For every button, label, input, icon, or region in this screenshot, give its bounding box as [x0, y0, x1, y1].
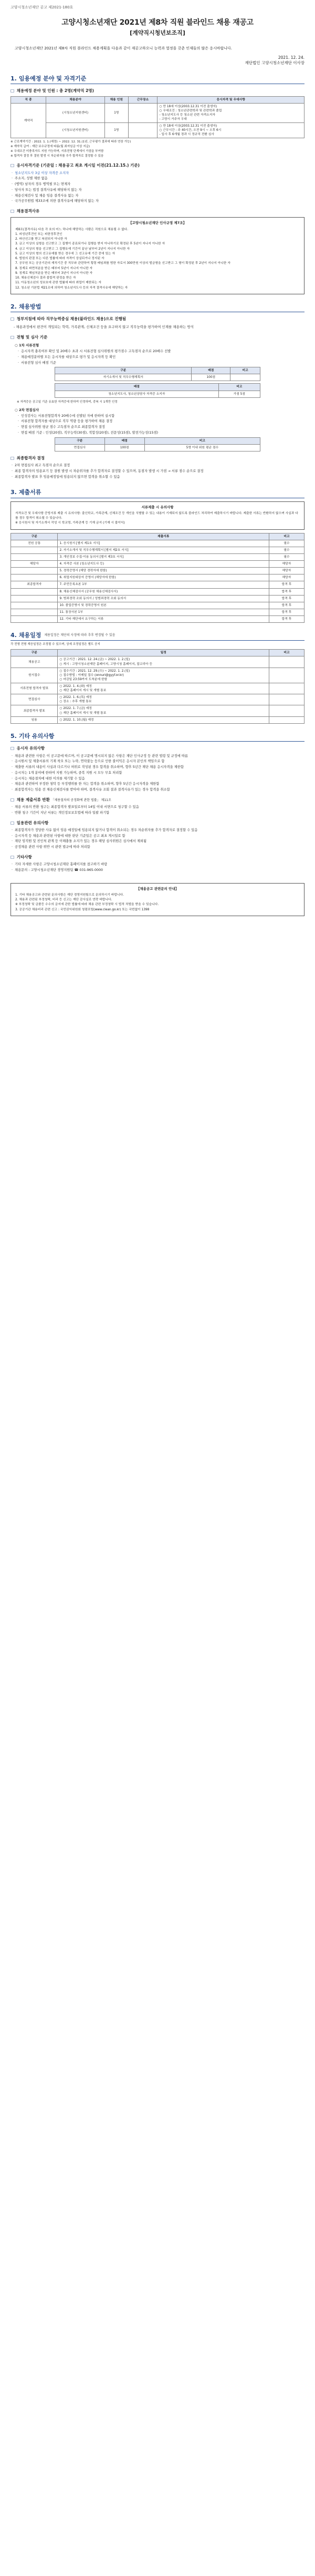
table-cell: 필수 [269, 547, 304, 553]
page-title: 고양시청소년재단 2021년 제8차 직원 블라인드 채용 재공고 [61, 18, 254, 27]
table-cell [128, 123, 158, 138]
square-bullet-icon: □ [10, 208, 15, 213]
subsection-title: 채용예정 분야 및 인원 : 총 2명(계약직 2명) [16, 88, 94, 94]
organization-name: 재단법인 고양시청소년재단 이사장 [245, 60, 304, 66]
list-item: · 서류전형 심사 배점 기준 [17, 361, 304, 366]
subsection-header [10, 209, 304, 214]
square-bullet-icon: □ [10, 88, 15, 94]
positions-table [10, 96, 304, 139]
table-row [11, 615, 304, 622]
table-cell: 필수 [269, 553, 304, 560]
list-item: · 응시자는 1개 분야에 한하여 지원 가능하며, 중복 지원 시 모두 무효 처리함 [10, 771, 304, 776]
table-cell: 해당자 [269, 574, 304, 581]
subsection-title: 기타사항 [16, 854, 32, 859]
table-header-row [55, 384, 260, 391]
list-item: · 채용과 관련한 사항은 이 공고문에 따르며, 이 공고문에 명시되지 않은 사항은 재단 인사규정 등 관련 법령 및 규정에 따름 [10, 754, 304, 760]
table-cell: ○ 접수기간 : 2021. 12. 29.(수) ~ 2022. 1. 2.(일) ○ 접수방법 : 이메일 접수 (onnuri@gyyf.or.kr) ○ 마감일 23:59까지 도착분에 한함 [58, 668, 269, 683]
subsection-title: 채용결격사유 [16, 208, 40, 213]
list-item: · 응시자는 채용절차에 대한 이의를 제기할 수 있음 [10, 776, 304, 782]
table-cell: ○ 2022. 1. 6.(목) 예정 ○ 장소 : 추후 개별 통보 [58, 694, 269, 705]
table-row [11, 123, 304, 138]
table-cell [11, 547, 58, 553]
page-subtitle: [계약직시청년보조직] [130, 29, 185, 37]
table-row [55, 444, 260, 451]
table-row [11, 668, 304, 683]
interview-list [17, 414, 304, 436]
table-cell: (시청소년지원센터) [46, 123, 105, 138]
subsection-header [10, 797, 304, 803]
note-line: ※ 근로계약기간 : 2022. 1. 1.(예정) ~ 2022. 12. 31.(1년, 근무평가 결과에 따라 연장 가능) [10, 140, 131, 144]
list-item: · 인성검사는 서류전형합격자 20배수에 선발된 자에 한하여 실시함 [17, 414, 304, 419]
table-cell: ○ 공고기간 : 2021. 12. 24.(금) ~ 2022. 1. 2.(일) ○ 게시 : 고양시청소년재단 홈페이지, 고양시청 홈페이지, 잡코리아 등 [58, 656, 269, 668]
table-header-cell: 채용분야 [46, 96, 105, 103]
list-item: · 채용 서류의 반환 청구는 최종합격자 발표일로부터 14일 이내 서면으로 청구할 수 있음 [10, 805, 304, 810]
table-cell: 4. 자격증 사본 (청소년지도사 등) [58, 561, 269, 568]
table-cell: 8. 채용신체검사서 (공무원 채용신체검사서) [58, 588, 269, 595]
table-cell: ○ 2022. 1. 4.(화) 예정 ○ 재단 홈페이지 게시 및 개별 통보 [58, 683, 269, 694]
table-row [11, 553, 304, 560]
square-bullet-icon: □ [10, 334, 15, 340]
final-decision-list [10, 463, 304, 480]
subsection-note: 「채용절차의 공정화에 관한 법률」 제11조 [51, 798, 111, 802]
table-cell: 최종합격자 [11, 581, 58, 588]
table-cell: 5명 이내 위원 평균 점수 [144, 444, 260, 451]
list-item: · 채용예정분야별 모든 응시자를 대상으로 평가 및 응시자격 등 확인 [17, 355, 304, 361]
section-title: 기타 유의사항 [18, 732, 55, 740]
subsection-header [10, 746, 304, 752]
box-title: 【채용공고 관련문의 안내】 [136, 886, 179, 891]
table-cell: 100점 [192, 374, 230, 381]
circle-bullet-icon: ○ [15, 343, 19, 348]
schedule-table [10, 649, 304, 723]
note-line: ※ 계약직 급여 : 재단 보수규정에 따름(월 최저임금 이상 지급) [10, 145, 90, 149]
list-item: · (병역) 남자의 경우 병역필 또는 면제자 [10, 182, 304, 188]
section-title: 채용일정 [18, 632, 41, 639]
subsection-header [10, 456, 304, 461]
table-header-cell: 비고 [269, 533, 304, 540]
table-row [11, 568, 304, 574]
screening-note: ※ 자격증은 공고일 기준 유효한 자격증에 한하여 인정하며, 중복 시 1개만 인정 [17, 400, 118, 404]
table-row [11, 683, 304, 694]
list-item: · 최종합격자가 정당한 사유 없이 임용 예정일에 임용되지 않거나 합격이 취소되는 경우 차순위자를 추가 합격자로 결정할 수 있음 [10, 828, 304, 834]
table-cell [11, 609, 58, 615]
list-item: · 기타 자세한 사항은 고양시청소년재단 홈페이지를 참고하기 바람 [10, 862, 304, 868]
list-item: · 응시자격 등 채용과 관련된 사항에 대한 판단 기준일은 공고 최초 게시일로 함 [10, 834, 304, 839]
table-header-row [55, 437, 260, 444]
table-row [11, 602, 304, 609]
section-schedule [10, 631, 304, 724]
subsection-title: 최종합격자 결정 [16, 455, 45, 460]
square-bullet-icon: □ [10, 316, 15, 322]
table-header-cell: 제출서류 [58, 533, 269, 540]
box-title: 서류제출 시 유의사항 [141, 505, 174, 509]
list-item: · 국가공무원법 제33조에 의한 결격사유에 해당하지 않는 자 [10, 199, 304, 204]
stage-title [15, 408, 304, 413]
table-cell: (시청소년지원센터) [46, 103, 105, 122]
list-item: · 채용신체검사 및 채용 임용 결격사유 없는 자 [10, 193, 304, 199]
table-cell: 전원 공통 [11, 540, 58, 547]
table-row [11, 595, 304, 602]
list-item: · 채용과 관련하여 부정한 청탁 등 부정행위를 한 자는 합격을 취소하며, 향후 5년간 응시자격을 제한함 [10, 782, 304, 787]
table-cell: ○ 2022. 1. 10.(월) 예정 [58, 716, 269, 723]
subsection-header [10, 855, 304, 860]
box-title: 【고양시청소년재단 인사규정 제7조】 [129, 221, 186, 225]
table-row [11, 581, 304, 588]
table-cell: ○ 2022. 1. 7.(금) 예정 ○ 재단 홈페이지 게시 및 개별 통보 [58, 705, 269, 716]
list-item: · 반환 청구 기간이 지난 서류는 개인정보보호법에 따라 일괄 파기함 [10, 810, 304, 816]
table-cell: 채용공고 [11, 656, 58, 668]
screening-score-table [55, 367, 260, 381]
table-row [11, 540, 304, 547]
table-cell: 임용 [11, 716, 58, 723]
table-cell: 면접심사 [11, 694, 58, 705]
table-cell: 9. 범죄경력 조회 동의서 / 성범죄경력 조회 동의서 [58, 595, 269, 602]
table-cell [11, 553, 58, 560]
table-cell: 면접심사 [55, 444, 105, 451]
table-row [11, 656, 304, 668]
table-cell: 원서접수 [11, 668, 58, 683]
table-header-cell: 비고 [230, 367, 260, 374]
square-bullet-icon: □ [10, 854, 15, 859]
square-bullet-icon: □ [10, 746, 15, 751]
subsection-header [10, 335, 304, 341]
subsection-header [10, 316, 304, 322]
table-cell: 11. 통장사본 1부 [58, 609, 269, 615]
table-cell: 7. 주민등록초본 1부 [58, 581, 269, 588]
list-item: · 재단 임직원 및 친인척 관계 등 이해충돌 소지가 있는 경우 해당 심사위원은 심사에서 제외됨 [10, 839, 304, 845]
table-row [55, 391, 260, 397]
table-cell: 서류전형 합격자 발표 [11, 683, 58, 694]
list-item: · 당사자 또는 법정 결격사유에 해당하지 않는 자 [10, 188, 304, 193]
table-cell: ○ 만 18세 이상(2003.12.31 이전 출생자) ○ 우대조건 : 청소년관련학과 및 관련학과 졸업 - 청소년지도사 등 청소년 관련 자격소지자 - 고양시 거주자 우대 [158, 103, 304, 122]
table-cell: 10. 졸업증명서 및 경력증명서 원본 [58, 602, 269, 609]
square-bullet-icon: □ [10, 820, 15, 825]
box-text: 자격요건 및 우대사항 증빙서류 제출 시 유의사항: 출신학교, 가족관계, 신체조건 등 개인을 식별할 수 있는 내용이 기재되지 않도록 블라인드 처리하여 제출하시기 바랍니다. 제출한 서류는 반환하지 않으며 사실과 다를 경우 합격이 취소될 수 있습니다. ※ 응시원서 및 자기소개서 작성 시 학교명, 가족관계 등 기재 금지 (기재 시 불이익) [15, 511, 298, 525]
list-item: · 제출한 서류의 내용이 사실과 다르거나 허위로 작성된 경우 합격을 취소하며, 향후 5년간 재단 채용 응시자격을 제한함 [10, 765, 304, 771]
table-header-cell: 배점 [104, 437, 144, 444]
table-row [11, 588, 304, 595]
table-header-cell: 비고 [269, 650, 304, 656]
disqualification-box [10, 217, 304, 294]
table-cell: ○ 만 18세 이상(2003.12.31 이전 출생자) ○ 근무시간 : 주 40시간, 오전 9시 ~ 오후 6시 - 입사 후 6개월 경과 시 정규직 전환 심사 [158, 123, 304, 138]
table-header-cell: 근무장소 [128, 96, 158, 103]
section-title-note: 채용일정은 재단의 사정에 따라 추후 변경될 수 있음 [44, 633, 116, 637]
table-cell [269, 683, 304, 694]
section-title: 제출서류 [18, 489, 41, 496]
list-item: · 채용문의 : 고양시청소년재단 경영지원팀 ☎ 031-965-0000 [10, 868, 304, 874]
table-cell [11, 574, 58, 581]
square-bullet-icon: □ [10, 455, 15, 460]
list-item: · 응시원서 및 제출서류의 기재 착오 또는 누락, 연락불능 등으로 인한 불이익은 응시자 본인의 책임으로 함 [10, 759, 304, 765]
list-item: · 최종합격자 발표 후 임용예정일에 임용되지 않으면 합격을 취소할 수 있음 [10, 475, 304, 480]
square-bullet-icon: □ [10, 797, 15, 802]
document-screening-list [17, 349, 304, 366]
contact-box [10, 883, 304, 916]
table-row [11, 694, 304, 705]
table-cell: 5. 경력증명서 (해당 경력자에 한함) [58, 568, 269, 574]
table-row [11, 574, 304, 581]
section-method [10, 303, 304, 480]
table-cell: 1명 [104, 123, 128, 138]
section-number: 4. [10, 632, 17, 639]
intro-text: 고양시청소년재단 2021년 제8차 직원 블라인드 채용계획을 다음과 같이 재공고하오니 능력과 열정을 갖춘 인재들의 많은 응시바랍니다. [15, 46, 233, 50]
table-row [11, 547, 304, 553]
paragraph: - 채용과정에서 편견이 개입되는 학력, 가족관계, 신체조건 등을 요구하지 않고 직무능력을 평가하여 인재를 채용하는 방식 [14, 324, 194, 329]
section-positions [10, 75, 304, 294]
table-cell: 해당자 [11, 561, 58, 568]
square-bullet-icon: □ [10, 163, 15, 168]
notice-tag-row [10, 5, 304, 11]
subsection-header [10, 88, 304, 94]
table-cell: 2. 자기소개서 및 직무수행계획서 [별지 제2호 서식] [58, 547, 269, 553]
table-cell: 자기소개서 및 직무수행계획서 [55, 374, 192, 381]
table-cell [230, 374, 260, 381]
appointment-notes-list [10, 828, 304, 850]
table-header-cell: 배점 [192, 367, 230, 374]
stage-title-text: 1차 서류전형 [18, 343, 39, 348]
notice-date: 2021. 12. 24. [278, 55, 304, 60]
schedule-note: 각 전형 전형 재응일정은 조정될 수 있으며, 상세 조정일정은 별도 공지 [10, 643, 100, 646]
table-header-cell: 직 종 [11, 96, 46, 103]
table-header-cell: 구분 [11, 650, 58, 656]
table-cell: 합격 후 [269, 588, 304, 595]
section-number: 1. [10, 75, 17, 82]
table-cell: 합격 후 [269, 615, 304, 622]
subsection-title: 일용관련 유의사항 [16, 820, 49, 825]
subsection-title: 응시자 유의사항 [16, 746, 45, 751]
table-cell [11, 602, 58, 609]
list-item: · 청소년지도사 3급 이상 자격증 소지자 [10, 171, 304, 177]
table-cell: 합격 후 [269, 609, 304, 615]
section-header [10, 303, 304, 312]
table-cell [11, 615, 58, 622]
stage-title-text: 2차 면접심사 [18, 407, 39, 412]
table-cell: 최종합격자 발표 [11, 705, 58, 716]
box-text: 제8조(결격사유) 다음 각 호의 어느 하나에 해당하는 사람은 직원으로 채용될 수 없다. 1. 피성년후견인 또는 피한정후견인 2. 파산선고를 받고 복권되지 아니한 자 3. 금고 이상의 실형을 선고받고 그 집행이 종료되거나 집행을 받지 아니하기로 확정된 후 5년이 지나지 아니한 자 4. 금고 이상의 형을 선고받고 그 집행유예 기간이 끝난 날부터 2년이 지나지 아니한 자 5. 금고 이상의 형의 선고유예를 받은 경우에 그 선고유예 기간 중에 있는 자 6. 법원의 판결 또는 다른 법률에 따라 자격이 상실되거나 정지된 자 7. 공무원 또는 공공기관의 재직기간 중 직무와 관련하여 횡령 배임죄를 범한 자로서 300만원 이상의 벌금형을 선고받고 그 형이 확정된 후 2년이 지나지 아니한 자 8. 징계로 파면처분을 받은 때부터 5년이 지나지 아니한 자 9. 징계로 해임처분을 받은 때부터 3년이 지나지 아니한 자 10. 채용신체검사 결과 불합격 판정을 받은 자 11. 아동청소년의 성보호에 관한 법률에 따라 취업이 제한되는 자 12. 청소년 기본법 제21조에 의하여 청소년지도사 등의 자격 결격사유에 해당하는 자 [15, 228, 230, 290]
circle-bullet-icon: ○ [15, 407, 19, 412]
applicant-notes-list [10, 754, 304, 793]
table-header-cell: 배점 [55, 384, 219, 391]
list-item: · 최종합격자는 임용 전 채용신체검사를 받아야 하며, 결격사유 조회 결과 결격사유가 있는 경우 합격을 취소함 [10, 787, 304, 793]
interview-score-table [55, 437, 260, 451]
table-header-row [11, 650, 304, 656]
section-title: 임용예정 분야 및 자격기준 [18, 75, 87, 82]
qualification-list [10, 171, 304, 204]
table-cell: 12. 기타 재단에서 요구하는 서류 [58, 615, 269, 622]
section-number: 5. [10, 732, 17, 740]
table-header-cell: 일정 [58, 650, 269, 656]
section-title: 채용방법 [18, 303, 41, 310]
list-item: · 면접 심사위원 평균 점수 고득점자 순으로 최종합격자 결정 [17, 425, 304, 430]
table-cell: 합격 후 [269, 602, 304, 609]
bonus-score-table [55, 383, 260, 397]
subsection-title: 채용 제출서류 반환 [16, 797, 50, 802]
subsection-header [10, 163, 304, 169]
table-row [11, 561, 304, 568]
table-header-cell: 응시자격 및 우대사항 [158, 96, 304, 103]
section-documents [10, 488, 304, 623]
table-cell: 청소년지도사, 청소년상담사 자격증 소지자 [55, 391, 219, 397]
box-text: 1. 기타 채용공고와 관련된 문의사항은 재단 경영지원팀으로 문의하시기 바랍니다. 2. 채용과 관련된 부정청탁, 비리 등 신고는 재단 감사실로 연락 바랍니다. ※ 부정청탁 및 금품등 수수의 금지에 관한 법률에 따라 채용 관련 부정청탁 시 법적 처벌을 받을 수 있습니다. 3. 공공기관 채용비리 관련 신고 : 국민권익위원회 청렴포털(www.clean.go.kr) 또는 국번없이 1398 [15, 893, 159, 911]
table-cell: 1. 응시원서 [별지 제1호 서식] [58, 540, 269, 547]
table-cell: 해당자 [269, 561, 304, 568]
table-cell [269, 716, 304, 723]
table-cell [11, 568, 58, 574]
table-row [11, 103, 304, 122]
table-cell: 가점 5점 [218, 391, 260, 397]
table-header-cell: 비고 [144, 437, 260, 444]
subsection-title: 응시자격기준 (기준일 : 채용공고 최초 게시일 이전(21.12.15.) 기준) [16, 163, 140, 168]
table-cell [128, 103, 158, 122]
table-header-cell: 구분 [55, 367, 192, 374]
list-item: · 최종 합격자의 임용포기 등 결원 발생 시 차순위자를 추가 합격자로 결정할 수 있으며, 동점자 발생 시 가점 → 서류 점수 순으로 결정 [10, 469, 304, 475]
list-item: · 면접 배점 기준 : 인성(20점), 직무능력(30점), 적합성(20점), 전문성(15점), 발전가능성(15점) [17, 430, 304, 436]
list-item: · 주소지, 성별 제한 없음 [10, 176, 304, 182]
documents-table [10, 533, 304, 623]
other-notes-list [10, 862, 304, 873]
table-header-cell: 구분 [11, 533, 58, 540]
note-line: ※ 합격자 결정 후 결원 발생 시 차순위자를 추가 합격자로 결정할 수 있음 [10, 155, 104, 158]
table-cell: 3. 개인정보 수집·이용 동의서 [별지 제3호 서식] [58, 553, 269, 560]
document-return-list [10, 805, 304, 816]
table-notes [10, 140, 304, 159]
section-header [10, 631, 304, 641]
table-cell [269, 705, 304, 716]
list-item: · 2차 면접심사 최고 득점자 순으로 결정 [10, 463, 304, 469]
section-header [10, 488, 304, 498]
table-header-row [11, 533, 304, 540]
table-cell [269, 656, 304, 668]
table-header-row [11, 96, 304, 103]
table-cell: 필수 [269, 540, 304, 547]
subsection-header [10, 820, 304, 826]
subsection-title: 전형 및 심사 기준 [16, 334, 48, 340]
stage-title [15, 343, 304, 348]
section-notes [10, 732, 304, 874]
section-number: 3. [10, 489, 17, 496]
table-header-cell: 비고 [218, 384, 260, 391]
table-cell [269, 694, 304, 705]
table-cell: 합격 후 [269, 581, 304, 588]
notice-tag: 고양시청소년재단 공고 제2021-180호 [10, 5, 74, 9]
table-cell: 6. 취업지원대상자 증명서 (해당자에 한함) [58, 574, 269, 581]
table-row [55, 374, 260, 381]
table-header-cell: 채용 인원 [104, 96, 128, 103]
table-header-row [55, 367, 260, 374]
notice-page [10, 0, 304, 927]
subsection-title: 청부지침에 따라 직무능력중심 채용(블라인드 채용)으로 진행됨 [16, 316, 126, 322]
table-cell: 계약직 [11, 103, 46, 138]
table-cell: 1명 [104, 103, 128, 122]
table-cell: 해당자 [269, 568, 304, 574]
list-item: · 서류전형 합격자를 대상으로 직무 역량 등을 평가하여 채용 결정 [17, 419, 304, 425]
table-cell: 합격 후 [269, 595, 304, 602]
section-header [10, 75, 304, 84]
table-cell [11, 595, 58, 602]
table-cell: 100점 [104, 444, 144, 451]
table-row [11, 716, 304, 723]
list-item: · 공정채용 관련 사항 위반 시 관련 법규에 따라 처리함 [10, 845, 304, 850]
section-number: 2. [10, 303, 17, 310]
table-header-cell: 구분 [55, 437, 105, 444]
table-row [11, 705, 304, 716]
table-row [11, 609, 304, 615]
note-line: ※ 우대조건 미충족자도 지원 가능하며, 서류전형 단계에서 가점을 부여함 [10, 150, 104, 153]
document-notice-box [10, 501, 304, 530]
list-item: · 응시자격 충족여부 확인 및 20배수 초과 시 서류전형 심사위원의 평가점수 고득점자 순으로 20배수 선발 [17, 349, 304, 355]
table-cell [269, 668, 304, 683]
section-header [10, 732, 304, 742]
table-cell [11, 588, 58, 595]
